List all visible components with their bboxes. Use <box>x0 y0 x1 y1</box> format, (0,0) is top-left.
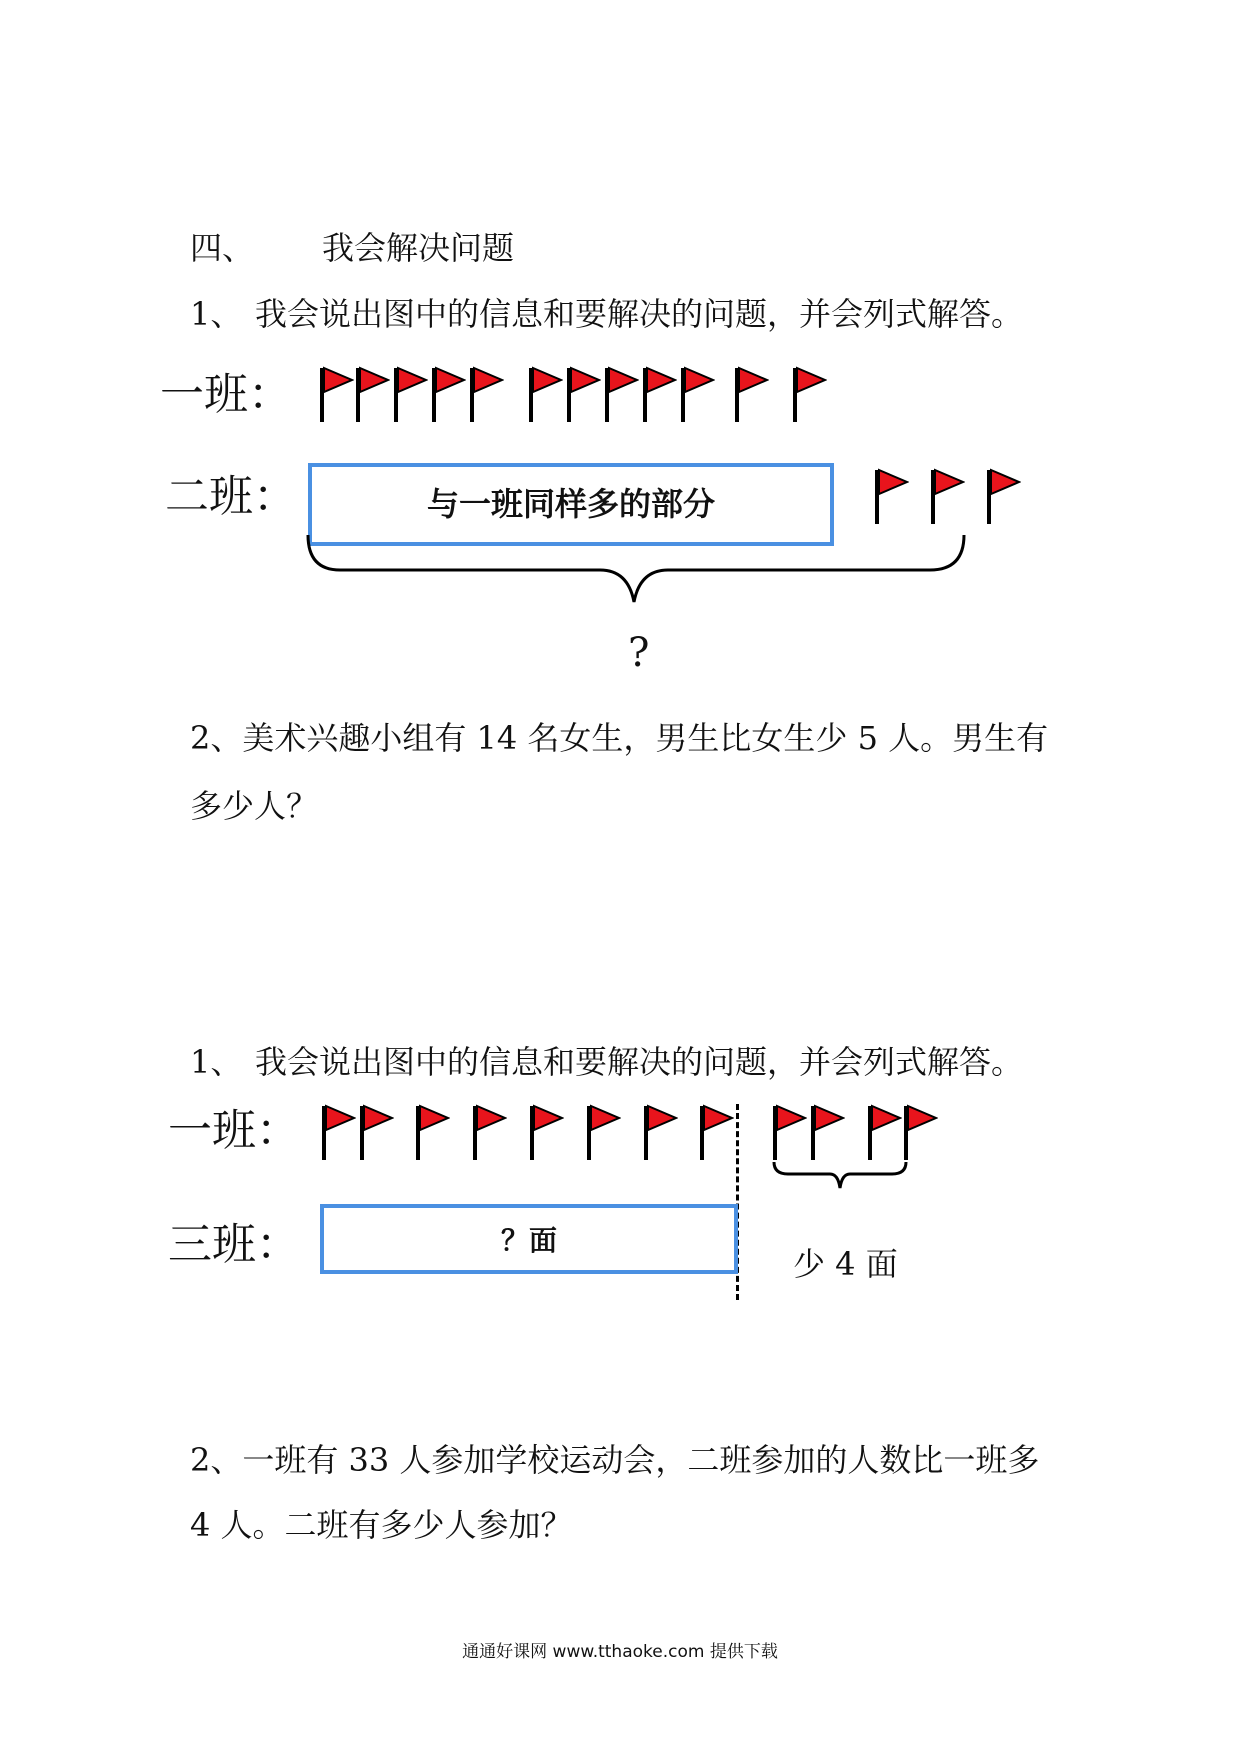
flag-icon <box>873 468 909 526</box>
flag-icon <box>471 1104 507 1162</box>
section-number: 四、 <box>190 229 255 267</box>
problem3-row2-label: 三班： <box>168 1219 300 1270</box>
problem1-label: 1、 <box>190 295 243 333</box>
footer-text: 通通好课网 www.tthaoke.com 提供下载 <box>462 1642 778 1662</box>
flag-icon <box>414 1104 450 1162</box>
flag-icon <box>902 1104 938 1162</box>
problem3-brace-label: 少 4 面 <box>793 1245 898 1283</box>
flag-icon <box>791 366 827 424</box>
flag-icon <box>585 1104 621 1162</box>
section-title: 我会解决问题 <box>322 229 515 267</box>
flag-icon <box>866 1104 902 1162</box>
problem2-line2: 多少人？ <box>190 787 319 825</box>
problem2-line1: 2、美术兴趣小组有 14 名女生，男生比女生少 5 人。男生有 <box>190 719 1049 757</box>
small-curly-brace <box>770 1160 910 1196</box>
problem3-row1-label: 一班： <box>168 1105 300 1156</box>
flag-icon <box>733 366 769 424</box>
flag-icon <box>771 1104 807 1162</box>
flag-icon <box>642 1104 678 1162</box>
flag-icon <box>354 366 390 424</box>
flag-icon <box>392 366 428 424</box>
problem1-question-mark: ? <box>628 630 650 676</box>
problem3-label: 1、 <box>190 1043 243 1081</box>
flag-icon <box>985 468 1021 526</box>
problem1-text: 我会说出图中的信息和要解决的问题，并会列式解答。 <box>255 295 1024 333</box>
flag-icon <box>809 1104 845 1162</box>
curly-brace <box>300 530 980 610</box>
problem4-line2: 4 人。二班有多少人参加？ <box>190 1506 573 1544</box>
flag-icon <box>320 1104 356 1162</box>
flag-icon <box>929 468 965 526</box>
flag-icon <box>565 366 601 424</box>
flag-icon <box>528 1104 564 1162</box>
flag-icon <box>641 366 677 424</box>
flag-icon <box>527 366 563 424</box>
problem1-row1-label: 一班： <box>160 369 292 420</box>
flag-icon <box>603 366 639 424</box>
problem1-row2-label: 二班： <box>165 471 297 522</box>
problem4-line1: 2、一班有 33 人参加学校运动会，二班参加的人数比一班多 <box>190 1441 1040 1479</box>
flag-icon <box>468 366 504 424</box>
problem1-box-label: 与一班同样多的部分 <box>426 485 715 523</box>
flag-icon <box>430 366 466 424</box>
flag-icon <box>698 1104 734 1162</box>
problem3-text: 我会说出图中的信息和要解决的问题，并会列式解答。 <box>255 1043 1024 1081</box>
flag-icon <box>679 366 715 424</box>
flag-icon <box>358 1104 394 1162</box>
flag-icon <box>318 366 354 424</box>
problem3-box-label: ？面 <box>500 1224 557 1257</box>
